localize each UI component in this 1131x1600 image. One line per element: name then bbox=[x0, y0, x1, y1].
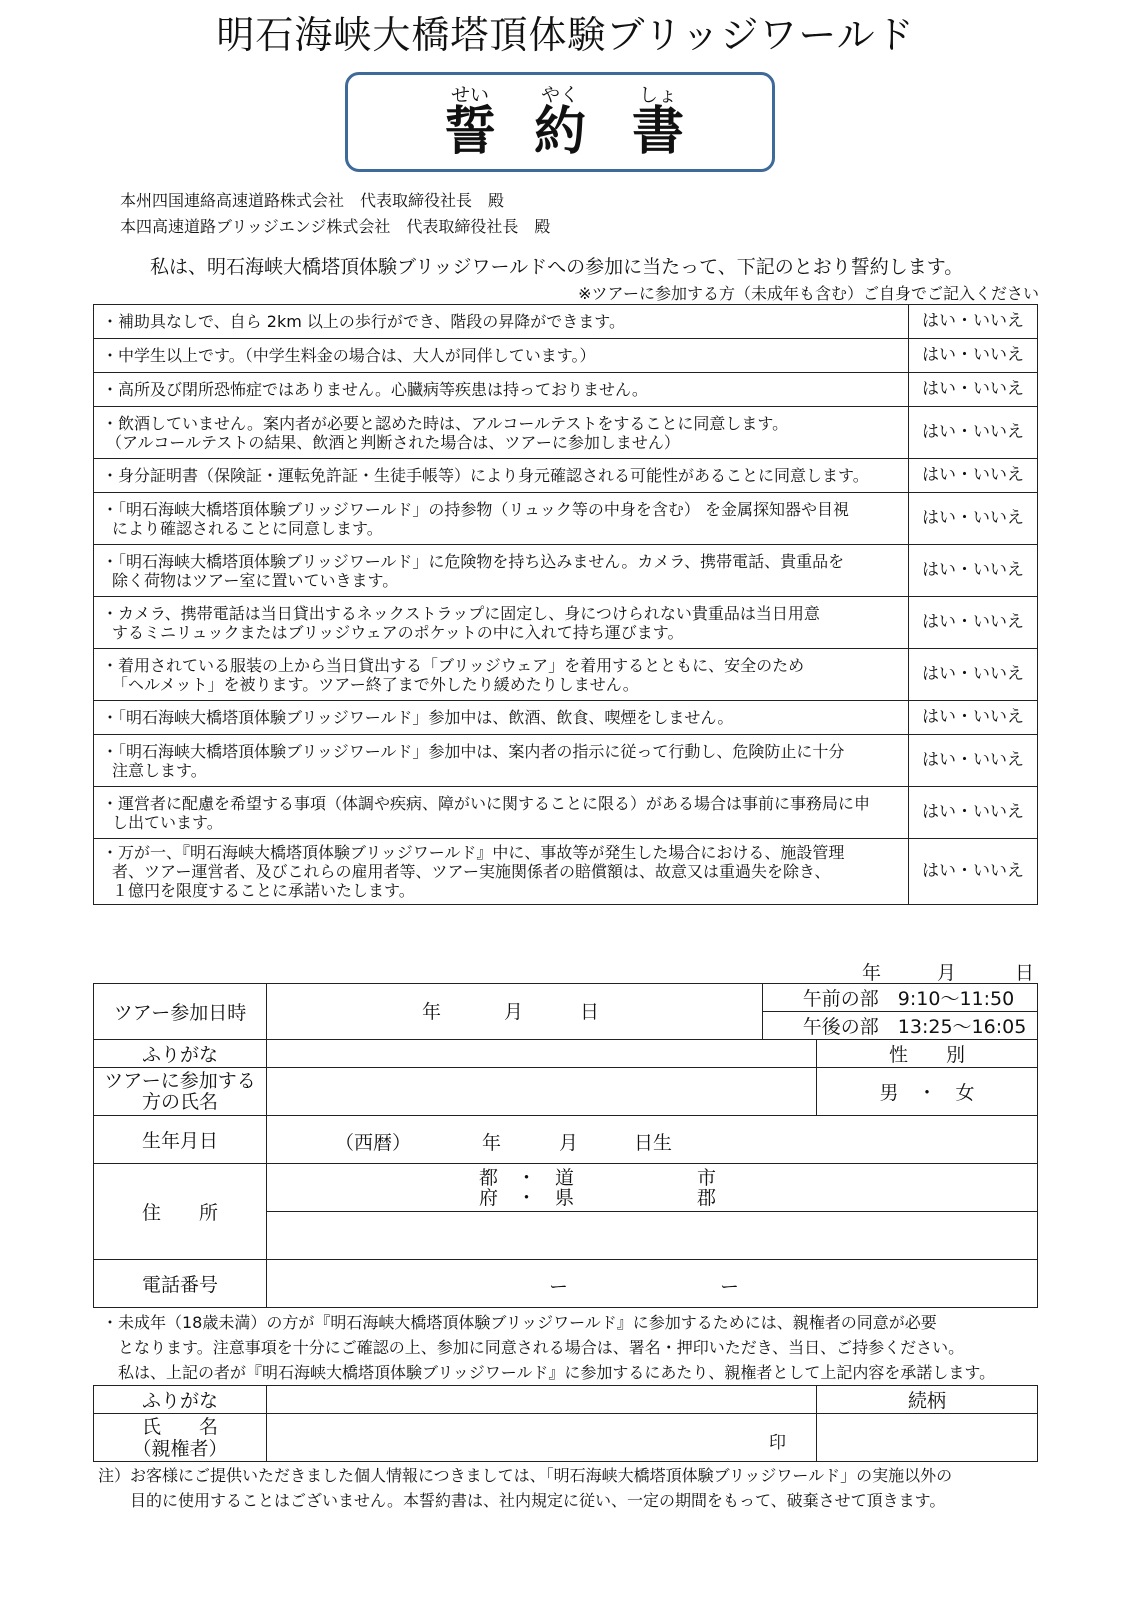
yes-no-answer[interactable]: はい・いいえ bbox=[909, 649, 1038, 701]
guardian-furigana-field[interactable] bbox=[267, 1386, 817, 1414]
condition-text bbox=[94, 597, 909, 649]
heading-char-sho: 書 bbox=[631, 102, 684, 162]
tour-date-label: ツアー参加日時 bbox=[94, 984, 267, 1040]
phone-label: 電話番号 bbox=[94, 1260, 267, 1308]
condition-text bbox=[94, 339, 909, 373]
address-detail-field[interactable] bbox=[267, 1212, 1038, 1260]
condition-row bbox=[94, 701, 1038, 735]
condition-text bbox=[94, 305, 909, 339]
condition-text-line: ・身分証明書（保険証・運転免許証・生徒手帳等）により身元確認される可能性があることに同意します。 bbox=[102, 466, 869, 485]
minor-consent-notes bbox=[102, 1310, 995, 1385]
address-label: 住 所 bbox=[94, 1164, 267, 1260]
phone-field[interactable] bbox=[267, 1260, 1038, 1308]
relation-label: 続柄 bbox=[817, 1386, 1038, 1414]
condition-text-line: ・高所及び閉所恐怖症ではありません。心臓病等疾患は持っておりません。 bbox=[102, 380, 648, 399]
guardian-furigana-label: ふりがな bbox=[94, 1386, 267, 1414]
condition-text-line: ・「明石海峡大橋塔頂体験ブリッジワールド」の持参物（リュック等の中身を含む） を金属探知器や目視 bbox=[102, 499, 850, 519]
condition-row bbox=[94, 339, 1038, 373]
addressee-1: 本州四国連絡高速道路株式会社 代表取締役社長 殿 bbox=[120, 191, 505, 210]
seal-mark: 印 bbox=[769, 1433, 786, 1453]
conditions-table bbox=[93, 304, 1038, 905]
yes-no-answer[interactable]: はい・いいえ bbox=[909, 373, 1038, 407]
condition-text-line: ・カメラ、携帯電話は当日貸出するネックストラップに固定し、身につけられない貴重品は当日用意 bbox=[102, 603, 820, 623]
participant-name-field[interactable] bbox=[267, 1068, 817, 1116]
guardian-name-field[interactable] bbox=[267, 1414, 817, 1462]
condition-text-line: ・運営者に配慮を希望する事項（体調や疾病、障がいに関することに限る）がある場合は事前に事務局に申 bbox=[102, 793, 871, 813]
participant-name-label-line-2: 方の氏名 bbox=[141, 1090, 218, 1113]
county-label: 郡 bbox=[697, 1187, 717, 1209]
address-prefecture-field[interactable] bbox=[267, 1164, 1038, 1212]
condition-text-line: ・「明石海峡大橋塔頂体験ブリッジワールド」に危険物を持ち込みません。カメラ、携帯電話、貴重品を bbox=[102, 551, 845, 571]
date-year-label: 年 bbox=[862, 962, 882, 984]
addressee-2: 本四高速道路ブリッジエンジ株式会社 代表取締役社長 殿 bbox=[120, 217, 551, 236]
condition-text bbox=[94, 407, 909, 459]
condition-row bbox=[94, 597, 1038, 649]
privacy-footer bbox=[98, 1463, 952, 1513]
ruby-yaku: やく bbox=[540, 84, 579, 106]
condition-text-line: （アルコールテストの結果、飲酒と判断された場合は、ツアーに参加しません） bbox=[106, 432, 680, 452]
relation-field[interactable] bbox=[817, 1414, 1038, 1462]
tour-year-label: 年 bbox=[422, 1001, 442, 1023]
heading-char-sei: 誓 bbox=[443, 102, 496, 162]
tour-month-label: 月 bbox=[504, 1001, 524, 1023]
condition-text bbox=[94, 735, 909, 787]
gender-choice[interactable]: 男 ・ 女 bbox=[817, 1068, 1038, 1116]
furigana-field[interactable] bbox=[267, 1040, 817, 1068]
minor-note-line-1: ・未成年（18歳未満）の方が『明石海峡大橋塔頂体験ブリッジワールド』に参加するためには、親権者の同意が必要 bbox=[102, 1313, 937, 1332]
yes-no-answer[interactable]: はい・いいえ bbox=[909, 701, 1038, 735]
ruby-sei: せい bbox=[450, 84, 489, 106]
yes-no-answer[interactable]: はい・いいえ bbox=[909, 787, 1038, 839]
guardian-name-label bbox=[94, 1414, 267, 1462]
gender-label: 性 別 bbox=[817, 1040, 1038, 1068]
phone-dash-2: ー bbox=[720, 1276, 740, 1298]
furigana-label: ふりがな bbox=[94, 1040, 267, 1068]
phone-dash-1: ー bbox=[549, 1276, 569, 1298]
minor-note-line-3: 私は、上記の者が『明石海峡大橋塔頂体験ブリッジワールド』に参加するにあたり、親権者として上記内容を承諾します。 bbox=[102, 1363, 996, 1382]
participant-name-label bbox=[94, 1068, 267, 1116]
intro-text: 私は、明石海峡大橋塔頂体験ブリッジワールドへの参加に当たって、下記のとおり誓約します。 bbox=[150, 256, 964, 278]
document-title: 明石海峡大橋塔頂体験ブリッジワールド bbox=[216, 13, 915, 57]
condition-text-line: ・中学生以上です。（中学生料金の場合は、大人が同伴しています。） bbox=[102, 346, 596, 365]
birth-month-label: 月 bbox=[559, 1132, 579, 1154]
fill-note: ※ツアーに参加する方（未成年も含む）ご自身でご記入ください bbox=[578, 284, 1039, 303]
yes-no-answer[interactable]: はい・いいえ bbox=[909, 493, 1038, 545]
condition-row bbox=[94, 545, 1038, 597]
condition-text-line: １億円を限度することに承諾いたします。 bbox=[112, 881, 415, 900]
condition-text bbox=[94, 649, 909, 701]
condition-row bbox=[94, 305, 1038, 339]
tour-day-label: 日 bbox=[580, 1001, 600, 1023]
guardian-form bbox=[93, 1385, 1038, 1462]
ruby-sho: しょ bbox=[638, 84, 677, 106]
condition-text-line: ・万が一、『明石海峡大橋塔頂体験ブリッジワールド』中に、事故等が発生した場合における、施設管理 bbox=[102, 843, 845, 862]
footer-line-2: 目的に使用することはございません。本誓約書は、社内規定に従い、一定の期間をもって、破棄させて頂きます。 bbox=[98, 1491, 946, 1510]
city-label: 市 bbox=[697, 1167, 717, 1189]
condition-text bbox=[94, 839, 909, 905]
condition-text-line: 除く荷物はツアー室に置いていきます。 bbox=[112, 570, 399, 590]
condition-text bbox=[94, 545, 909, 597]
condition-text-line: ・「明石海峡大橋塔頂体験ブリッジワールド」参加中は、案内者の指示に従って行動し、危険防止に十分 bbox=[102, 741, 845, 761]
condition-text-line: 「ヘルメット」を被ります。ツアー終了まで外したり緩めたりしません。 bbox=[112, 674, 639, 694]
session-am[interactable]: 午前の部 9:10〜11:50 bbox=[762, 984, 1037, 1012]
condition-row bbox=[94, 735, 1038, 787]
condition-text-line: 注意します。 bbox=[112, 760, 207, 780]
era-label: （西暦） bbox=[335, 1132, 412, 1154]
yes-no-answer[interactable]: はい・いいえ bbox=[909, 339, 1038, 373]
condition-text-line: により確認されることに同意します。 bbox=[112, 518, 383, 538]
condition-row bbox=[94, 649, 1038, 701]
condition-row bbox=[94, 493, 1038, 545]
guardian-name-label-line-2: （親権者） bbox=[132, 1437, 228, 1460]
yes-no-answer[interactable]: はい・いいえ bbox=[909, 407, 1038, 459]
pref-option-fu-ken: 府 ・ 県 bbox=[479, 1187, 575, 1209]
condition-row bbox=[94, 373, 1038, 407]
birth-year-label: 年 bbox=[482, 1132, 502, 1154]
condition-row bbox=[94, 459, 1038, 493]
condition-row bbox=[94, 407, 1038, 459]
condition-text bbox=[94, 787, 909, 839]
condition-text-line: 者、ツアー運営者、及びこれらの雇用者等、ツアー実施関係者の賠償額は、故意又は重過失を除き、 bbox=[112, 862, 831, 881]
birthdate-label: 生年月日 bbox=[94, 1116, 267, 1164]
birth-day-label: 日生 bbox=[634, 1132, 673, 1154]
condition-text-line: ・「明石海峡大橋塔頂体験ブリッジワールド」参加中は、飲酒、飲食、喫煙をしません。 bbox=[102, 708, 734, 727]
condition-text-line: し出ています。 bbox=[112, 812, 223, 832]
condition-text bbox=[94, 701, 909, 735]
condition-text-line: するミニリュックまたはブリッジウェアのポケットの中に入れて持ち運びます。 bbox=[112, 622, 684, 642]
guardian-name-label-line-1: 氏 名 bbox=[141, 1415, 218, 1438]
yes-no-answer[interactable]: はい・いいえ bbox=[909, 839, 1038, 905]
session-pm[interactable]: 午後の部 13:25〜16:05 bbox=[762, 1012, 1037, 1040]
yes-no-answer[interactable]: はい・いいえ bbox=[909, 305, 1038, 339]
minor-note-line-2: となります。注意事項を十分にご確認の上、参加に同意される場合は、署名・押印いただき、当日、ご持参ください。 bbox=[102, 1338, 965, 1357]
footer-line-1: 注）お客様にご提供いただきました個人情報につきましては、「明石海峡大橋塔頂体験ブリッジワールド」の実施以外の bbox=[98, 1466, 953, 1485]
birthdate-field[interactable] bbox=[267, 1116, 1038, 1164]
tour-date-field[interactable] bbox=[267, 984, 763, 1040]
condition-text bbox=[94, 493, 909, 545]
condition-row bbox=[94, 787, 1038, 839]
pref-option-to-do: 都 ・ 道 bbox=[479, 1167, 575, 1189]
yes-no-answer[interactable]: はい・いいえ bbox=[909, 597, 1038, 649]
condition-text-line: ・着用されている服装の上から当日貸出する「ブリッジウェア」を着用するとともに、安全のため bbox=[102, 655, 805, 675]
date-month-label: 月 bbox=[937, 962, 957, 984]
yes-no-answer[interactable]: はい・いいえ bbox=[909, 735, 1038, 787]
participant-name-label-line-1: ツアーに参加する bbox=[104, 1069, 256, 1092]
condition-row bbox=[94, 839, 1038, 905]
heading-char-yaku: 約 bbox=[533, 102, 586, 162]
condition-text-line: ・補助具なしで、自ら 2km 以上の歩行ができ、階段の昇降ができます。 bbox=[102, 312, 625, 331]
condition-text-line: ・飲酒していません。案内者が必要と認めた時は、アルコールテストをすることに同意します。 bbox=[102, 413, 789, 433]
condition-text bbox=[94, 459, 909, 493]
yes-no-answer[interactable]: はい・いいえ bbox=[909, 459, 1038, 493]
yes-no-answer[interactable]: はい・いいえ bbox=[909, 545, 1038, 597]
participant-form bbox=[93, 983, 1038, 1308]
condition-text bbox=[94, 373, 909, 407]
date-day-label: 日 bbox=[1015, 962, 1035, 984]
